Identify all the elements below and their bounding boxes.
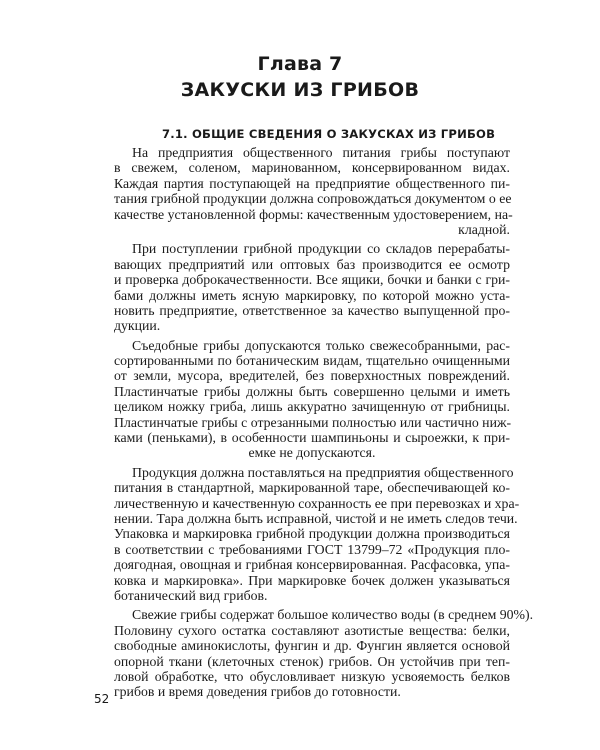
text-line: в свежем, соленом, маринованном, консервированном видах.	[114, 160, 510, 176]
paragraph	[114, 338, 510, 461]
text-line: свободные аминокислоты, фунгин и др. Фунгин является основой	[114, 638, 510, 654]
text-line: личественную и качественную сохранность ее при перевозках и хра-	[114, 495, 520, 511]
text-line: Пластинчатые грибы с отрезанными полностью или частично ниж-	[114, 414, 512, 430]
text-line: дукции.	[114, 318, 161, 334]
text-line: грибов и время доведения грибов до готовности.	[114, 684, 401, 700]
paragraph	[114, 145, 513, 237]
text-line: опорной ткани (клеточных стенок) грибов. Он устойчив при теп-	[114, 653, 510, 669]
paragraph	[114, 607, 534, 700]
chapter-title: ЗАКУСКИ ИЗ ГРИБОВ	[180, 79, 420, 101]
text-line: При поступлении грибной продукции со складов перерабаты-	[132, 241, 510, 257]
text-line: Съедобные грибы допускаются только свежесобранными, рас-	[132, 337, 510, 353]
text-line: На предприятия общественного питания грибы поступают	[132, 145, 510, 160]
body-text	[114, 145, 534, 704]
text-line: Продукция должна поставляться на предприятия общественного	[132, 464, 514, 480]
text-line: сортированными по ботаническим видам, тщательно очищенными	[114, 353, 510, 369]
text-line: нении. Тара должна быть исправной, чистой и не иметь следов течи.	[114, 510, 518, 526]
text-line: ками (пеньками), в особенности шампиньоны и сыроежки, к при-	[114, 430, 510, 446]
section-title: 7.1. ОБЩИЕ СВЕДЕНИЯ О ЗАКУСКАХ ИЗ ГРИБОВ	[162, 127, 496, 141]
text-line: бами должны иметь ясную маркировку, по которой можно уста-	[114, 287, 510, 303]
text-line: доягодная, овощная и грибная консервированная. Расфасовка, упа-	[114, 557, 510, 573]
text-line: вающих предприятий или оптовых баз производится ее осмотр	[114, 256, 510, 272]
paragraph	[114, 464, 520, 604]
text-line: Половину сухого остатка составляют азотистые вещества: белки,	[114, 622, 510, 638]
text-line: и проверка доброкачественности. Все ящики, бочки и банки с гри-	[114, 272, 510, 288]
text-line: качестве установленной формы: качественным удостоверением, на-	[114, 206, 513, 222]
text-line: кладной.	[458, 221, 510, 237]
text-line: ковка и маркировка». При маркировке бочек должен указываться	[114, 572, 510, 588]
text-line: Каждая партия поступающей на предприятие общественного пи-	[114, 175, 510, 191]
text-line: от земли, мусора, вредителей, без поверхностных повреждений.	[114, 368, 510, 384]
text-line: новить предприятие, ответственное за качество выпущенной про-	[114, 302, 510, 318]
text-line: целиком ножку гриба, лишь аккуратно зачищенную от грибницы.	[114, 399, 510, 415]
text-line: питания в стандартной, маркированной таре, обеспечивающей ко-	[114, 480, 510, 496]
chapter-label: Глава 7	[257, 53, 343, 75]
page-number: 52	[94, 692, 110, 706]
text-line: ловой обработке, что обусловливает низкую усвояемость белков	[114, 668, 510, 684]
text-line: ботанический вид грибов.	[114, 587, 268, 603]
text-line: емке не допускаются.	[248, 445, 376, 461]
text-line: в соответствии с требованиями ГОСТ 13799–72 «Продукция пло-	[114, 541, 510, 557]
paragraph	[114, 241, 510, 333]
text-line: Упаковка и маркировка грибной продукции должна производиться	[114, 526, 510, 542]
text-line: Свежие грибы содержат большое количество воды (в среднем 90%).	[132, 607, 534, 623]
text-line: тания грибной продукции должна сопровождаться документом о ее	[114, 191, 512, 207]
text-line: Пластинчатые грибы должны быть совершенно целыми и иметь	[114, 383, 510, 399]
